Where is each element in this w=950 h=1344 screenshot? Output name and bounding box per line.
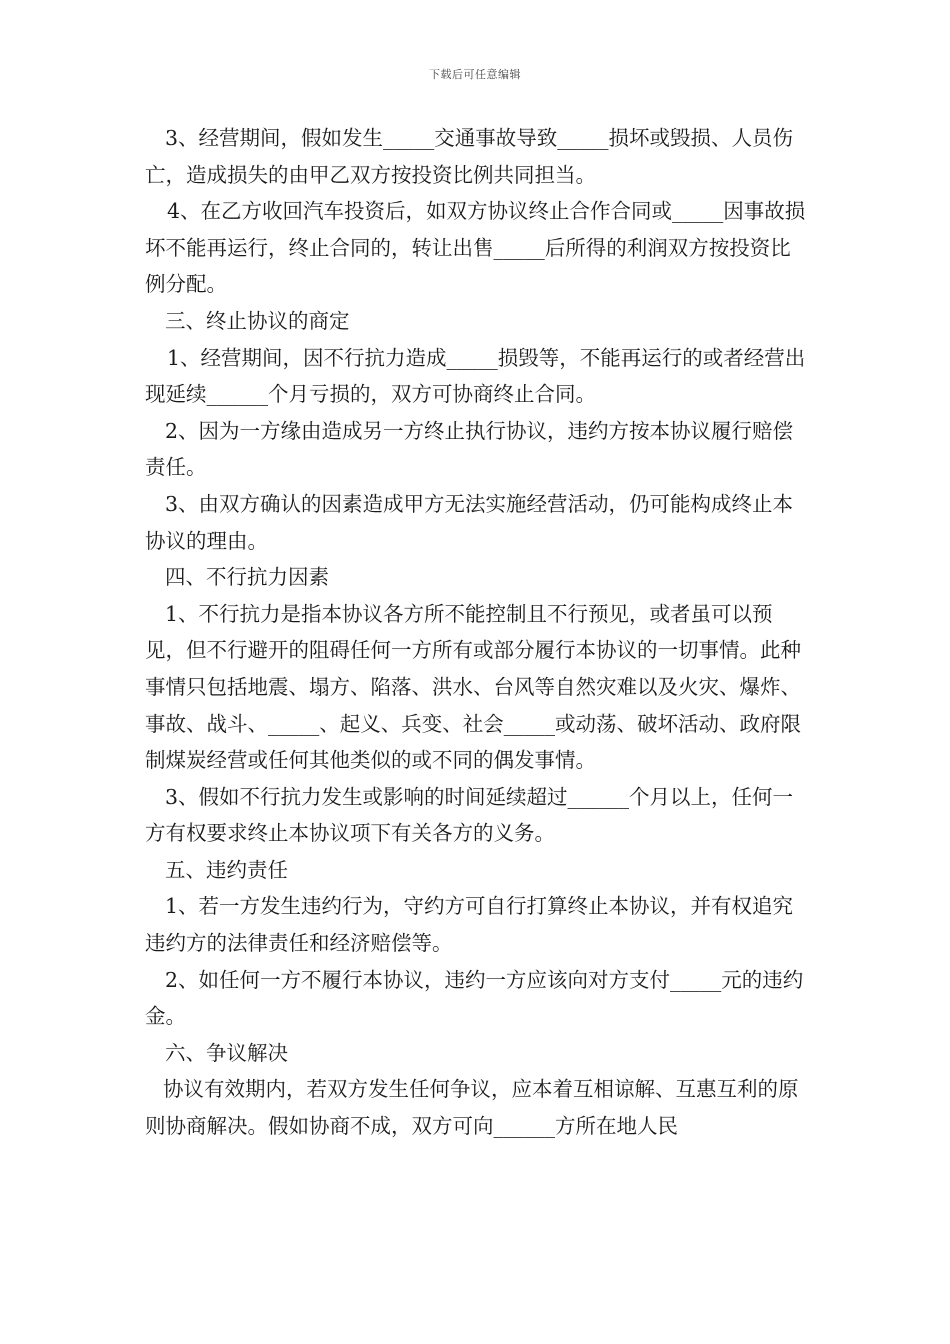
paragraph-termination-1: 1、经营期间，因不行抗力造成_____损毁等，不能再运行的或者经营出现延续______个月亏损的，双方可协商终止合同。 xyxy=(145,345,806,407)
section-heading-breach: 五、违约责任 xyxy=(165,857,288,882)
section-heading-termination: 三、终止协议的商定 xyxy=(165,308,350,333)
paragraph-breach-1: 1、若一方发生违约行为，守约方可自行打算终止本协议，并有权追究违约方的法律责任和经济赔偿等。 xyxy=(145,894,794,956)
paragraph-breach-2: 2、如任何一方不履行本协议，违约一方应该向对方支付_____元的违约金。 xyxy=(145,967,804,1029)
paragraph-termination-2: 2、因为一方缘由造成另一方终止执行协议，违约方按本协议履行赔偿责任。 xyxy=(145,418,794,480)
paragraph-force-majeure-3: 3、假如不行抗力发生或影响的时间延续超过______个月以上，任何一方有权要求终止本协议项下有关各方的义务。 xyxy=(145,784,794,846)
paragraph-dispute: 协议有效期内，若双方发生任何争议，应本着互相谅解、互惠互利的原则协商解决。假如协商不成，双方可向______方所在地人民 xyxy=(145,1077,799,1139)
section-heading-dispute: 六、争议解决 xyxy=(165,1040,288,1065)
paragraph-clause-3: 3、经营期间，假如发生_____交通事故导致_____损坏或毁损、人员伤亡，造成损失的由甲乙双方按投资比例共同担当。 xyxy=(145,126,794,187)
paragraph-termination-3: 3、由双方确认的因素造成甲方无法实施经营活动，仍可能构成终止本协议的理由。 xyxy=(145,491,794,553)
document-body xyxy=(145,120,810,1145)
page-header: 下载后可任意编辑 xyxy=(429,68,521,81)
paragraph-force-majeure-1: 1、不行抗力是指本协议各方所不能控制且不行预见，或者虽可以预见，但不行避开的阻碍任何一方所有或部分履行本协议的一切事情。此种事情只包括地震、塌方、陷落、洪水、台风等自然灾难以及火灾、爆炸、事故、战斗、_____、起义、兵变、社会_____或动荡、破坏活动、政府限制煤炭经营或任何其他类似的或不同的偶发事情。 xyxy=(145,601,801,773)
paragraph-clause-4: 4、在乙方收回汽车投资后，如双方协议终止合作合同或_____因事故损坏不能再运行，终止合同的，转让出售_____后所得的利润双方按投资比例分配。 xyxy=(145,199,806,297)
section-heading-force-majeure: 四、不行抗力因素 xyxy=(165,565,329,590)
